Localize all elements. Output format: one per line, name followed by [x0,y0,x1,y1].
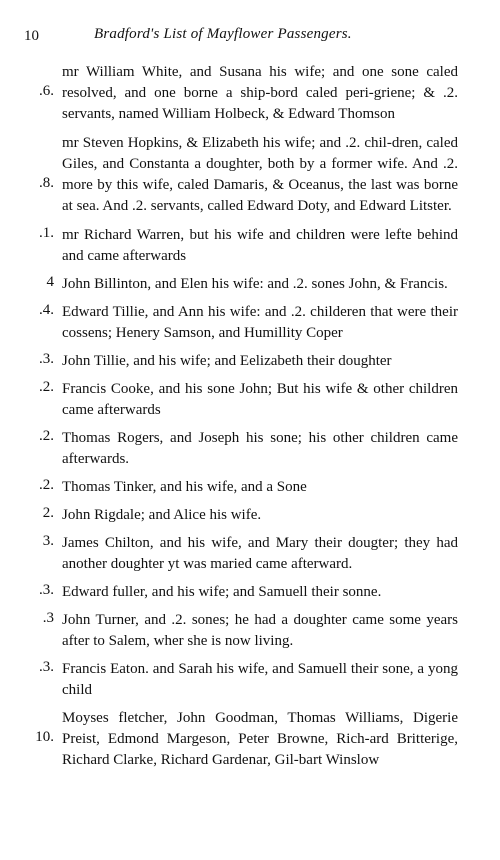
entry-text: mr Steven Hopkins, & Elizabeth his wife; and .2. chil-dren, caled Giles, and Constanta a doughter, both by a former wife. And .2. more by this wife, caled Damaris, & Oceanus, the last was borne at sea. And .2. servants, called Edward Doty, and Edward Litster. [62,135,458,214]
passenger-list [0,62,500,778]
entry-count: .1. [39,225,54,241]
list-item [0,477,500,498]
entry-count: 2. [42,505,54,521]
entry-count: .6. [39,83,54,99]
list-item [0,582,500,603]
entry-text: Edward Tillie, and Ann his wife: and .2. childeren that were their cossens; Henery Samson, and Humillity Coper [62,304,458,341]
entry-text: Francis Eaton. and Sarah his wife, and Samuell their sone, a yong child [62,661,458,698]
entry-count: .3. [39,351,54,367]
running-title: Bradford's List of Mayflower Passengers. [94,26,352,42]
entry-text: Edward fuller, and his wife; and Samuell their sonne. [62,584,382,600]
entry-count: .2. [39,477,54,493]
list-item [0,379,500,421]
list-item [0,133,500,217]
list-item [0,505,500,526]
page-number: 10 [24,28,39,44]
entry-text: Thomas Tinker, and his wife, and a Sone [62,479,307,495]
entry-count: .2. [39,379,54,395]
list-item [0,533,500,575]
entry-text: John Tillie, and his wife; and Eelizabeth their doughter [62,353,392,369]
entry-text: Moyses fletcher, John Goodman, Thomas Williams, Digerie Preist, Edmond Margeson, Peter Browne, Rich-ard Britterige, Richard Clarke, Richard Gardenar, Gil-bart Winslow [62,710,458,768]
entry-text: Francis Cooke, and his sone John; But his wife & other children came afterwards [62,381,458,418]
entry-count: .4. [39,302,54,318]
list-item [0,274,500,295]
entry-text: John Billinton, and Elen his wife: and .2. sones John, & Francis. [62,276,448,292]
entry-count: .3 [42,610,54,626]
entry-text: mr Richard Warren, but his wife and children were lefte behind and came afterwards [62,227,458,264]
list-item [0,62,500,125]
entry-count: .3. [39,659,54,675]
entry-count: .8. [39,175,54,191]
list-item [0,428,500,470]
entry-text: John Turner, and .2. sones; he had a doughter came some years after to Salem, wher she is now living. [62,612,458,649]
list-item [0,610,500,652]
entry-count: 3. [42,533,54,549]
list-item [0,225,500,267]
entry-count: .3. [39,582,54,598]
list-item [0,659,500,701]
list-item [0,302,500,344]
entry-text: John Rigdale; and Alice his wife. [62,507,262,523]
list-item [0,351,500,372]
entry-text: mr William White, and Susana his wife; and one sone caled resolved, and one borne a ship-bord caled peri-griene; & .2. servants, named William Holbeck, & Edward Thomson [62,64,458,122]
entry-count: 10. [35,729,54,745]
entry-count: .2. [39,428,54,444]
entry-count: 4 [46,274,54,290]
list-item [0,708,500,771]
entry-text: Thomas Rogers, and Joseph his sone; his other children came afterwards. [62,430,458,467]
entry-text: James Chilton, and his wife, and Mary their dougter; they had another doughter yt was maried came afterward. [62,535,458,572]
